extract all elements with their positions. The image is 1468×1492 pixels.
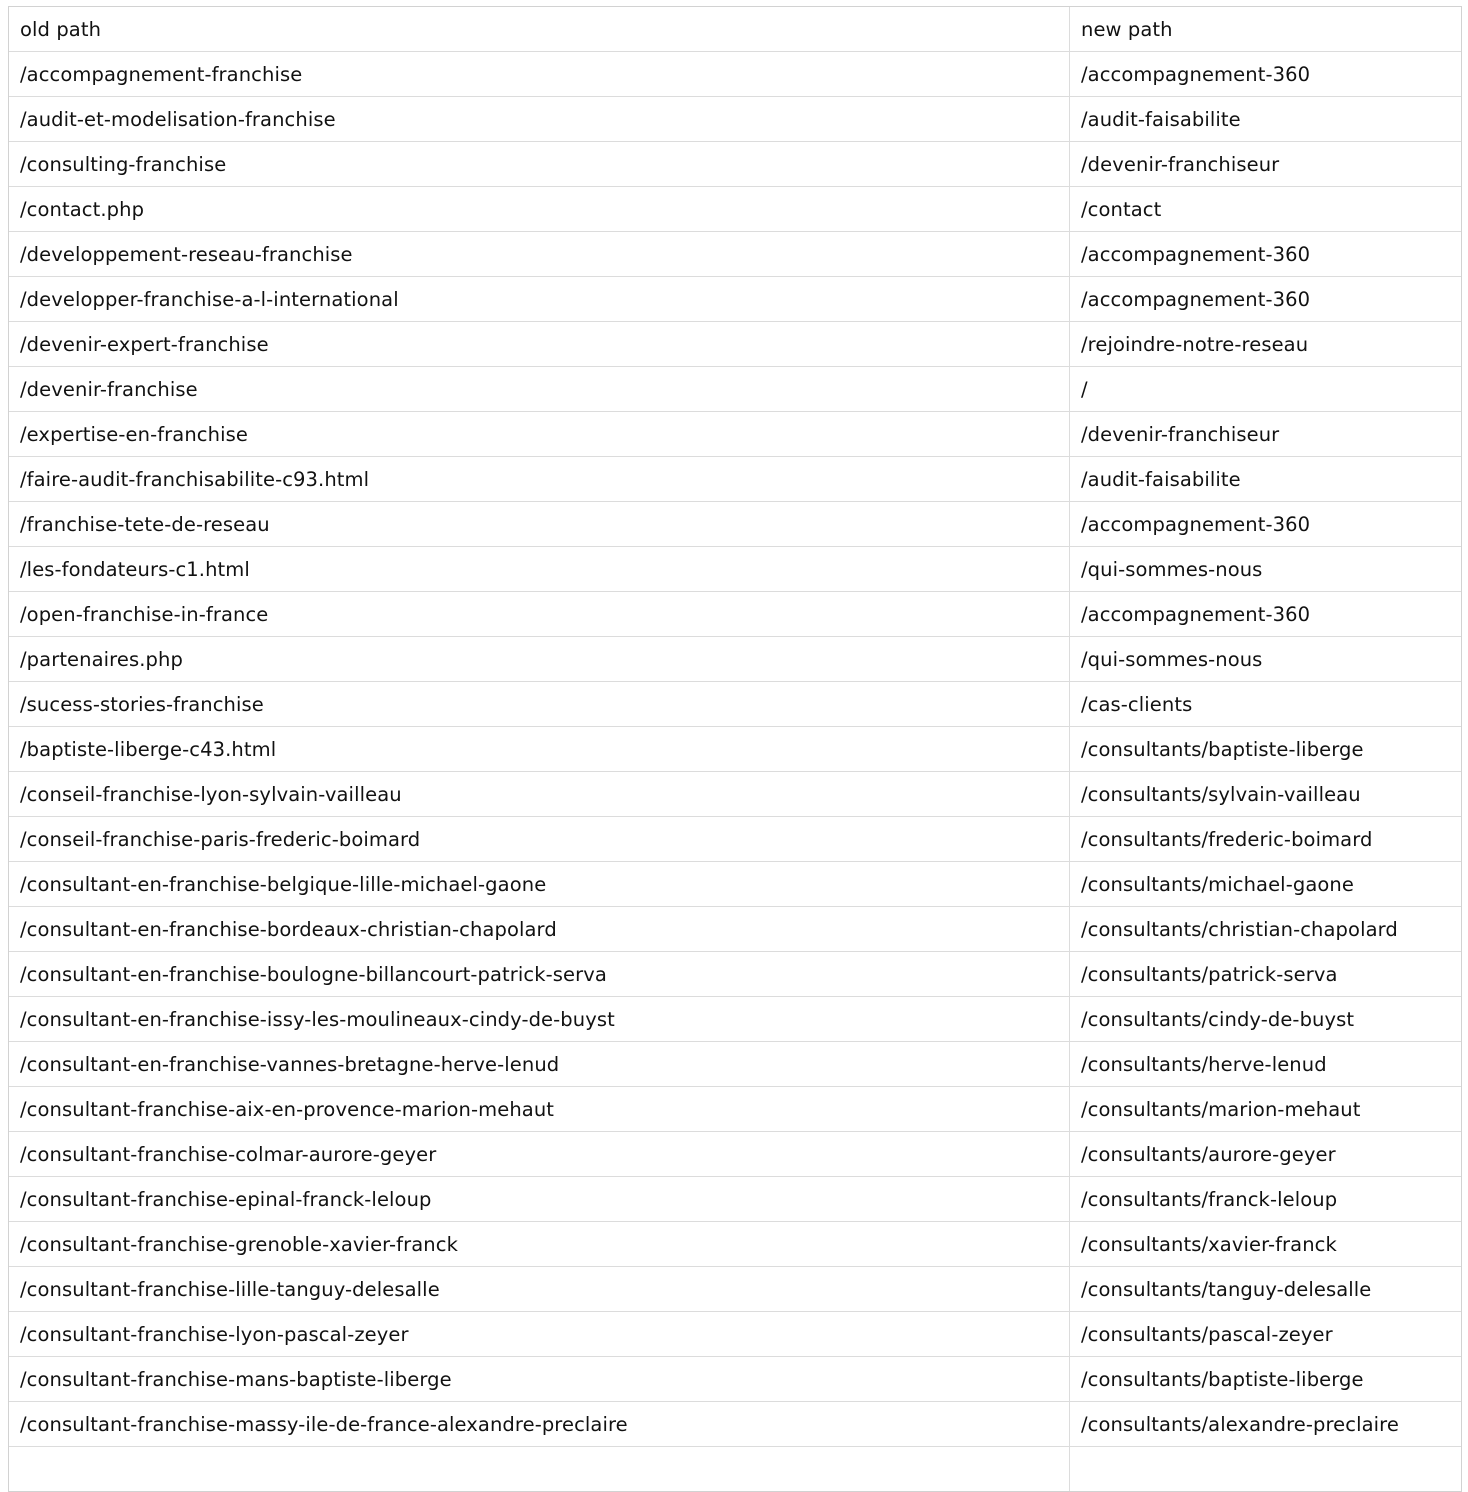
new-path-cell: /rejoindre-notre-reseau: [1070, 322, 1462, 367]
old-path-cell: /consultant-franchise-grenoble-xavier-franck: [9, 1222, 1070, 1267]
new-path-cell: /accompagnement-360: [1070, 502, 1462, 547]
table-row: [9, 412, 1462, 457]
old-path-cell: [9, 1447, 1070, 1492]
old-path-cell: /consultant-en-franchise-belgique-lille-michael-gaone: [9, 862, 1070, 907]
table-row: [9, 727, 1462, 772]
table-row: [9, 1087, 1462, 1132]
table-row: [9, 817, 1462, 862]
new-path-cell: /qui-sommes-nous: [1070, 637, 1462, 682]
table-row: [9, 547, 1462, 592]
new-path-cell: /consultants/marion-mehaut: [1070, 1087, 1462, 1132]
new-path-cell: /consultants/baptiste-liberge: [1070, 727, 1462, 772]
table-row: [9, 1402, 1462, 1447]
old-path-cell: /consultant-franchise-epinal-franck-leloup: [9, 1177, 1070, 1222]
old-path-cell: /franchise-tete-de-reseau: [9, 502, 1070, 547]
table-row: [9, 1312, 1462, 1357]
old-path-cell: /consultant-en-franchise-issy-les-moulineaux-cindy-de-buyst: [9, 997, 1070, 1042]
new-path-cell: /accompagnement-360: [1070, 277, 1462, 322]
old-path-cell: /devenir-franchise: [9, 367, 1070, 412]
table-row: [9, 907, 1462, 952]
old-path-cell: /baptiste-liberge-c43.html: [9, 727, 1070, 772]
new-path-cell: /consultants/patrick-serva: [1070, 952, 1462, 997]
new-path-cell: /consultants/baptiste-liberge: [1070, 1357, 1462, 1402]
new-path-cell: /cas-clients: [1070, 682, 1462, 727]
new-path-cell: /accompagnement-360: [1070, 232, 1462, 277]
table-row: [9, 367, 1462, 412]
table-row: [9, 142, 1462, 187]
new-path-cell: /audit-faisabilite: [1070, 457, 1462, 502]
old-path-cell: /consultant-en-franchise-bordeaux-christian-chapolard: [9, 907, 1070, 952]
table-row: [9, 52, 1462, 97]
new-path-cell: /devenir-franchiseur: [1070, 142, 1462, 187]
table-row: [9, 637, 1462, 682]
table-row: [9, 772, 1462, 817]
old-path-cell: /consultant-en-franchise-boulogne-billancourt-patrick-serva: [9, 952, 1070, 997]
header-old-path: old path: [9, 7, 1070, 52]
table-row: [9, 1357, 1462, 1402]
redirects-table-container: [8, 6, 1461, 1492]
new-path-cell: /consultants/franck-leloup: [1070, 1177, 1462, 1222]
old-path-cell: /partenaires.php: [9, 637, 1070, 682]
table-row: [9, 1267, 1462, 1312]
new-path-cell: /consultants/herve-lenud: [1070, 1042, 1462, 1087]
new-path-cell: /consultants/christian-chapolard: [1070, 907, 1462, 952]
new-path-cell: /consultants/tanguy-delesalle: [1070, 1267, 1462, 1312]
old-path-cell: /accompagnement-franchise: [9, 52, 1070, 97]
old-path-cell: /consulting-franchise: [9, 142, 1070, 187]
old-path-cell: /conseil-franchise-lyon-sylvain-vailleau: [9, 772, 1070, 817]
new-path-cell: [1070, 1447, 1462, 1492]
table-row: [9, 997, 1462, 1042]
old-path-cell: /les-fondateurs-c1.html: [9, 547, 1070, 592]
new-path-cell: /devenir-franchiseur: [1070, 412, 1462, 457]
table-header-row: [9, 7, 1462, 52]
table-row: [9, 862, 1462, 907]
new-path-cell: /contact: [1070, 187, 1462, 232]
old-path-cell: /devenir-expert-franchise: [9, 322, 1070, 367]
new-path-cell: /qui-sommes-nous: [1070, 547, 1462, 592]
new-path-cell: /accompagnement-360: [1070, 52, 1462, 97]
table-row: [9, 232, 1462, 277]
header-new-path: new path: [1070, 7, 1462, 52]
new-path-cell: /: [1070, 367, 1462, 412]
old-path-cell: /audit-et-modelisation-franchise: [9, 97, 1070, 142]
old-path-cell: /developper-franchise-a-l-international: [9, 277, 1070, 322]
old-path-cell: /consultant-franchise-massy-ile-de-france-alexandre-preclaire: [9, 1402, 1070, 1447]
table-row: [9, 277, 1462, 322]
new-path-cell: /accompagnement-360: [1070, 592, 1462, 637]
old-path-cell: /consultant-franchise-mans-baptiste-liberge: [9, 1357, 1070, 1402]
table-row: [9, 952, 1462, 997]
old-path-cell: /consultant-franchise-lille-tanguy-delesalle: [9, 1267, 1070, 1312]
new-path-cell: /audit-faisabilite: [1070, 97, 1462, 142]
table-row: [9, 1177, 1462, 1222]
old-path-cell: /consultant-franchise-colmar-aurore-geyer: [9, 1132, 1070, 1177]
redirects-table: [8, 6, 1462, 1492]
old-path-cell: /expertise-en-franchise: [9, 412, 1070, 457]
new-path-cell: /consultants/alexandre-preclaire: [1070, 1402, 1462, 1447]
new-path-cell: /consultants/aurore-geyer: [1070, 1132, 1462, 1177]
new-path-cell: /consultants/pascal-zeyer: [1070, 1312, 1462, 1357]
old-path-cell: /sucess-stories-franchise: [9, 682, 1070, 727]
new-path-cell: /consultants/michael-gaone: [1070, 862, 1462, 907]
table-row: [9, 1132, 1462, 1177]
table-row: [9, 502, 1462, 547]
new-path-cell: /consultants/frederic-boimard: [1070, 817, 1462, 862]
new-path-cell: /consultants/cindy-de-buyst: [1070, 997, 1462, 1042]
table-row: [9, 457, 1462, 502]
old-path-cell: /consultant-franchise-lyon-pascal-zeyer: [9, 1312, 1070, 1357]
old-path-cell: /conseil-franchise-paris-frederic-boimard: [9, 817, 1070, 862]
table-row: [9, 97, 1462, 142]
table-row: [9, 322, 1462, 367]
table-row: [9, 592, 1462, 637]
new-path-cell: /consultants/sylvain-vailleau: [1070, 772, 1462, 817]
old-path-cell: /consultant-franchise-aix-en-provence-marion-mehaut: [9, 1087, 1070, 1132]
old-path-cell: /contact.php: [9, 187, 1070, 232]
old-path-cell: /developpement-reseau-franchise: [9, 232, 1070, 277]
old-path-cell: /faire-audit-franchisabilite-c93.html: [9, 457, 1070, 502]
table-row: [9, 187, 1462, 232]
new-path-cell: /consultants/xavier-franck: [1070, 1222, 1462, 1267]
table-row: [9, 682, 1462, 727]
table-body: [9, 52, 1462, 1492]
table-row: [9, 1042, 1462, 1087]
table-row: [9, 1447, 1462, 1492]
old-path-cell: /open-franchise-in-france: [9, 592, 1070, 637]
old-path-cell: /consultant-en-franchise-vannes-bretagne-herve-lenud: [9, 1042, 1070, 1087]
table-row: [9, 1222, 1462, 1267]
